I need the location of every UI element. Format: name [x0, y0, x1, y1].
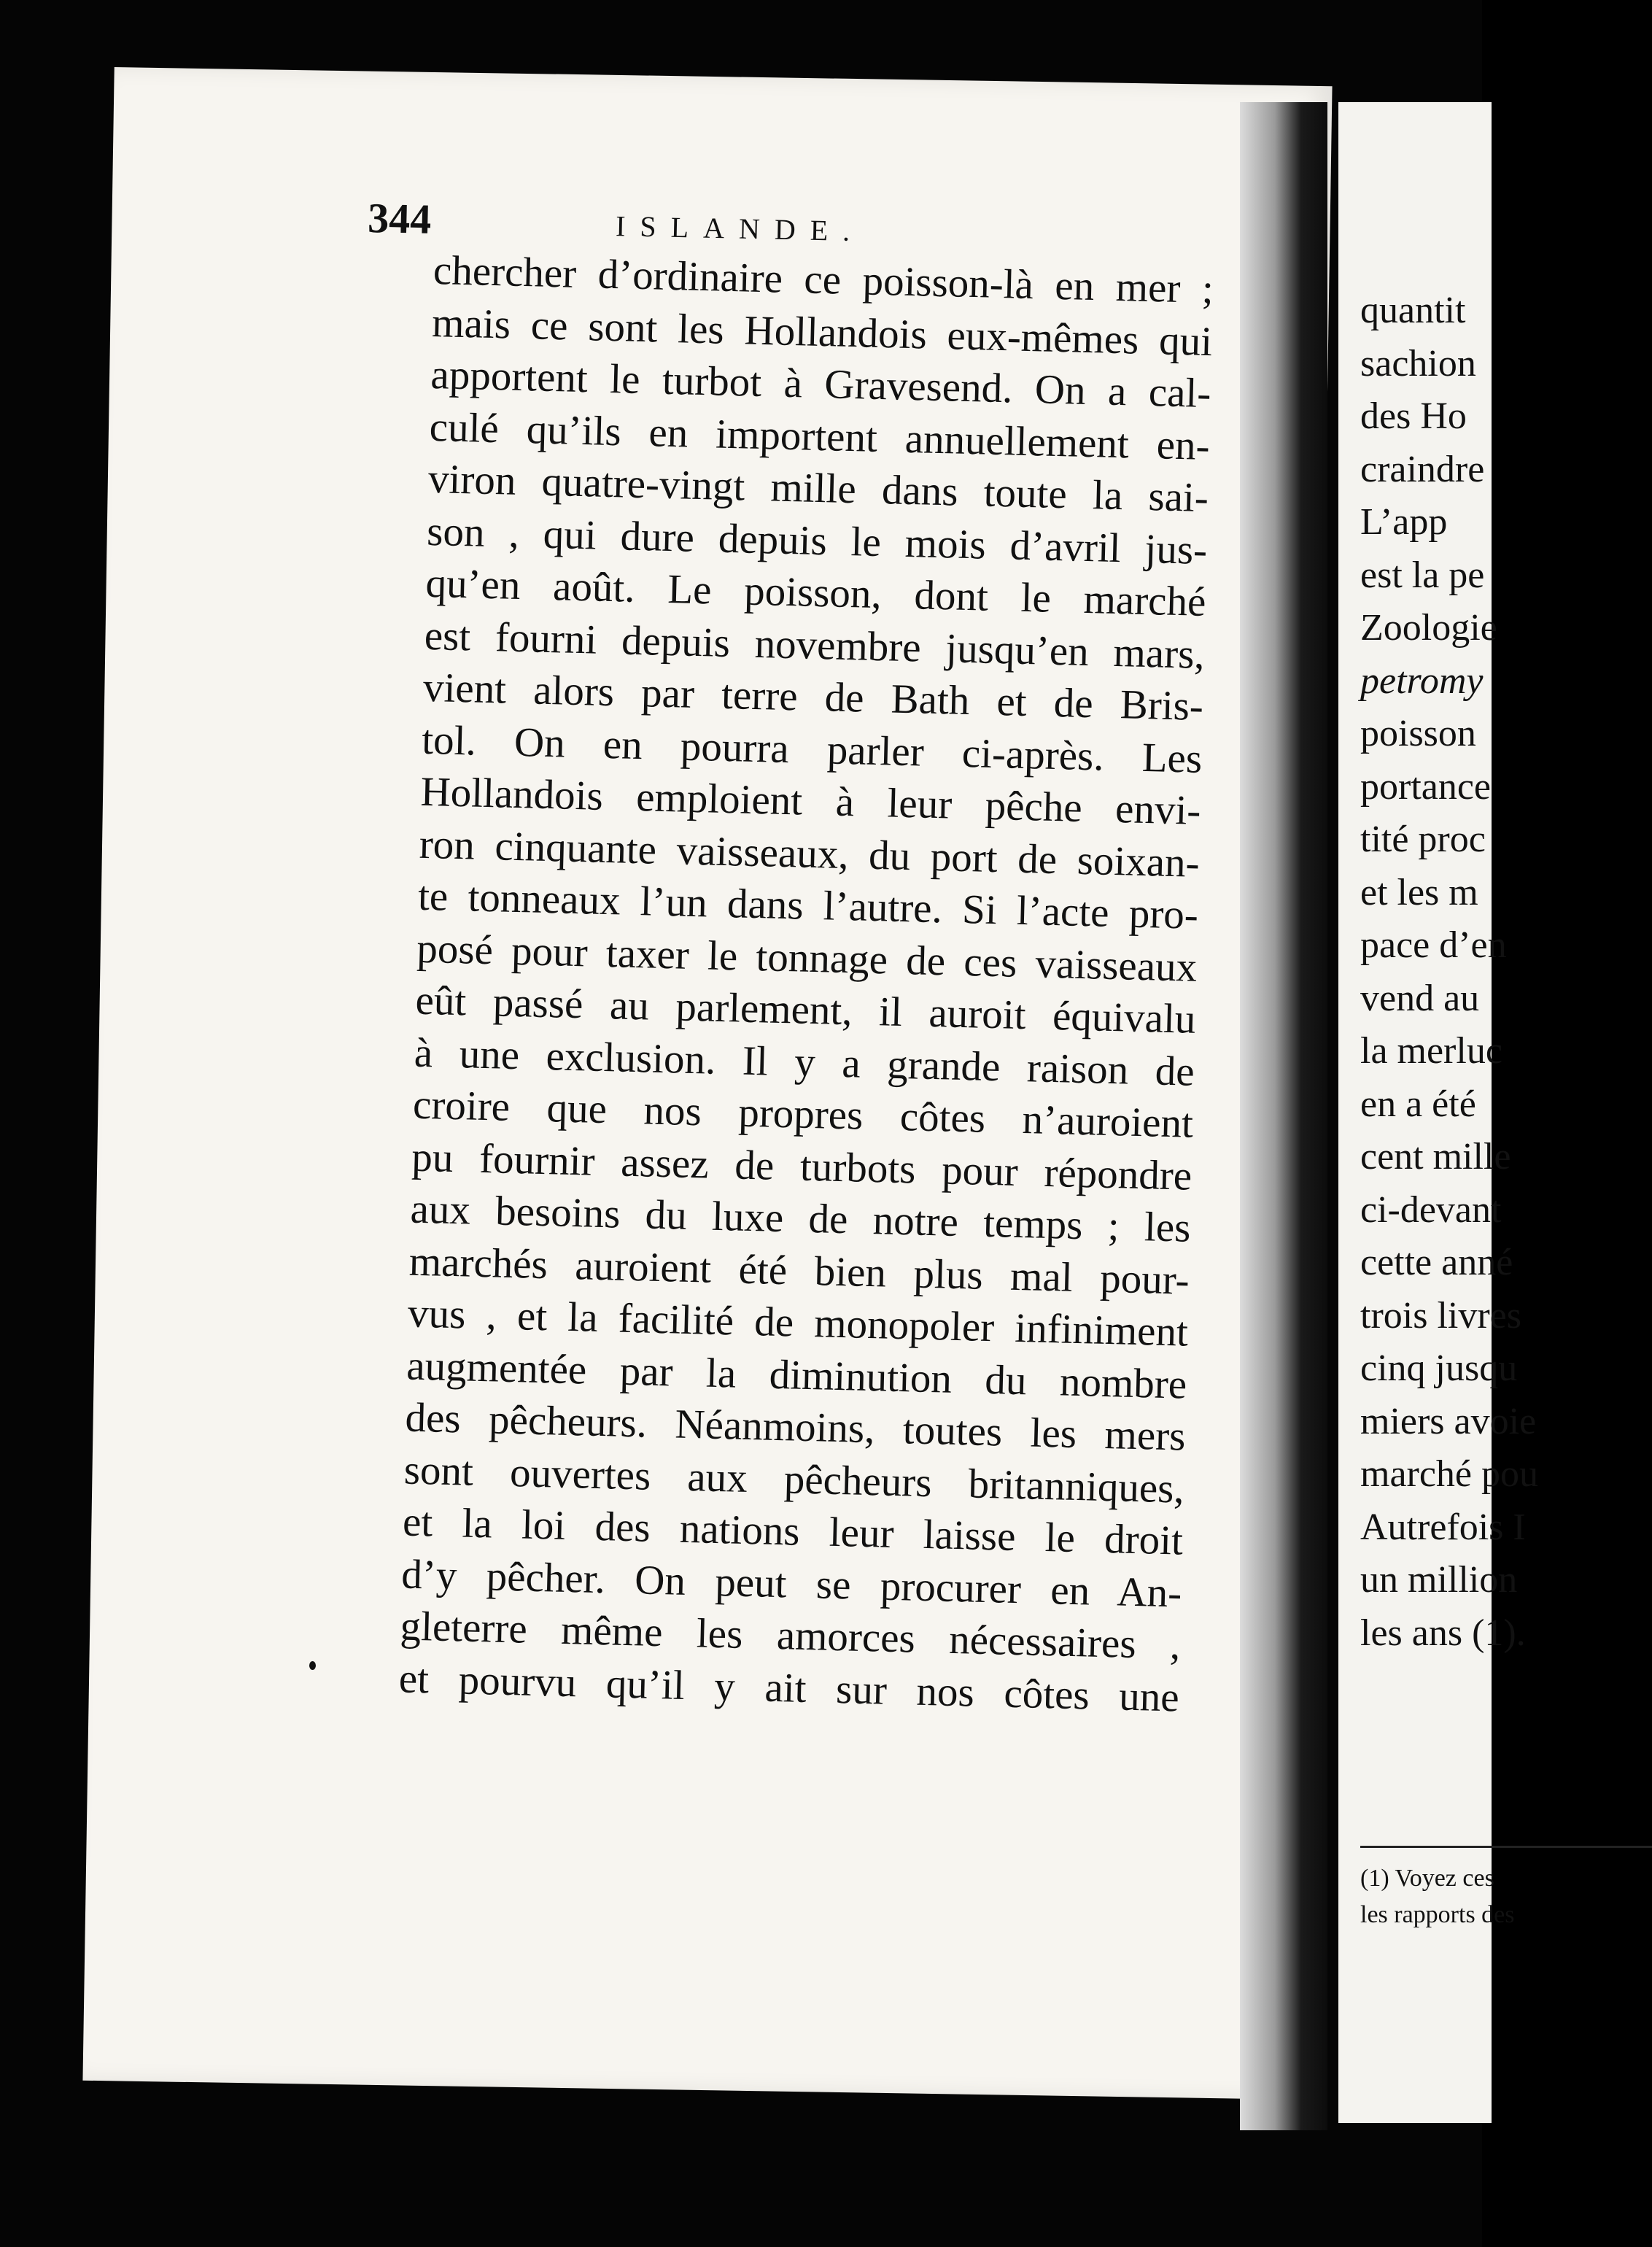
text-line: posé pour taxer le tonnage de ces vaisseaux [416, 925, 1198, 991]
text-line: des pêcheurs. Néanmoins, toutes les mers [404, 1394, 1187, 1460]
right-text-line: Zoologie [1360, 607, 1497, 649]
text-line: te tonneaux l’un dans l’autre. Si l’acte pro- [417, 873, 1199, 938]
text-line: viron quatre-vingt mille dans toute la sai- [427, 455, 1209, 522]
text-line: apportent le turbot à Gravesend. On a cal- [430, 351, 1212, 417]
text-line: à une exclusion. Il y a grande raison de [414, 1029, 1195, 1095]
text-line: mais ce sont les Hollandois eux-mêmes qui [431, 299, 1213, 365]
right-text-line: cinq jusqu [1360, 1347, 1518, 1389]
right-text-line: la merluc [1360, 1030, 1502, 1072]
right-text-line: pace d’en [1360, 924, 1507, 966]
text-line: marchés auroient été bien plus mal pour- [408, 1238, 1190, 1304]
right-text-line: petromy [1360, 660, 1484, 702]
text-line: gleterre même les amorces nécessaires , [399, 1603, 1182, 1668]
right-text-line: trois livres [1360, 1294, 1521, 1337]
right-page-footnotes [1360, 1860, 1652, 1933]
text-line: vient alors par terre de Bath et de Bris- [422, 664, 1204, 730]
right-text-line: portance [1360, 765, 1492, 808]
text-line: croire que nos propres côtes n’auroient [412, 1081, 1194, 1147]
right-text-line: Autrefois I [1360, 1506, 1526, 1548]
text-line: qu’en août. Le poisson, dont le marché [424, 560, 1207, 625]
text-line: est fourni depuis novembre jusqu’en mars, [424, 612, 1206, 678]
footnote-rule [1360, 1846, 1652, 1848]
right-text-line: des Ho [1360, 395, 1467, 437]
footnote-line: (1) Voyez ces [1360, 1865, 1494, 1892]
right-text-line: sachion [1360, 342, 1476, 384]
text-line: augmentée par la diminution du nombre [406, 1342, 1187, 1408]
right-text-line: cette anné [1360, 1242, 1513, 1283]
right-text-line: ci-devant [1360, 1188, 1502, 1231]
text-line: Hollandois emploient à leur pêche envi- [419, 768, 1202, 834]
text-line: et la loi des nations leur laisse le droit [402, 1498, 1184, 1564]
right-text-line: L’app [1360, 501, 1448, 543]
text-line: culé qu’ils en importent annuellement en- [429, 403, 1211, 469]
right-text-line: cent mille [1360, 1136, 1511, 1177]
right-text-line: et les m [1360, 871, 1478, 913]
right-text-line: les ans (1). [1360, 1612, 1526, 1654]
right-text-line: craindre [1360, 448, 1485, 490]
text-line: chercher d’ordinaire ce poisson-là en mer ; [433, 247, 1214, 313]
right-text-line: vend au [1360, 977, 1480, 1019]
page-number: 344 [367, 193, 432, 243]
right-text-line: miers avoie [1360, 1400, 1537, 1442]
footnote-line: les rapports des [1360, 1901, 1515, 1928]
left-page-body-text [398, 244, 1214, 1724]
right-text-line: poisson [1360, 713, 1476, 754]
right-page-body-text [1360, 285, 1652, 1660]
text-line: tol. On en pourra parler ci-après. Les [421, 716, 1203, 782]
text-line: son , qui dure depuis le mois d’avril jus- [426, 508, 1208, 573]
text-line: ron cinquante vaisseaux, du port de soixan- [419, 821, 1201, 886]
margin-speck [309, 1661, 316, 1670]
text-line: vus , et la facilité de monopoler infiniment [407, 1290, 1189, 1355]
text-line: et pourvu qu’il y ait sur nos côtes une [398, 1655, 1180, 1721]
text-line: eût passé au parlement, il auroit équivalu [414, 977, 1197, 1043]
right-text-line: est la pe [1360, 554, 1485, 596]
right-text-line: quantit [1360, 290, 1466, 331]
right-text-line: marché pou [1360, 1453, 1539, 1495]
text-line: d’y pêcher. On peut se procurer en An- [400, 1550, 1182, 1617]
right-text-line: un million [1360, 1559, 1518, 1601]
running-head: ISLANDE. [615, 209, 865, 248]
right-text-line: en a été [1360, 1083, 1476, 1125]
book-gutter [1240, 102, 1327, 2130]
text-line: pu fournir assez de turbots pour répondre [411, 1134, 1193, 1199]
text-line: sont ouvertes aux pêcheurs britanniques, [403, 1447, 1185, 1512]
text-line: aux besoins du luxe de notre temps ; les [409, 1186, 1192, 1251]
right-text-line: tité proc [1360, 819, 1486, 860]
right-page [1338, 102, 1539, 2123]
